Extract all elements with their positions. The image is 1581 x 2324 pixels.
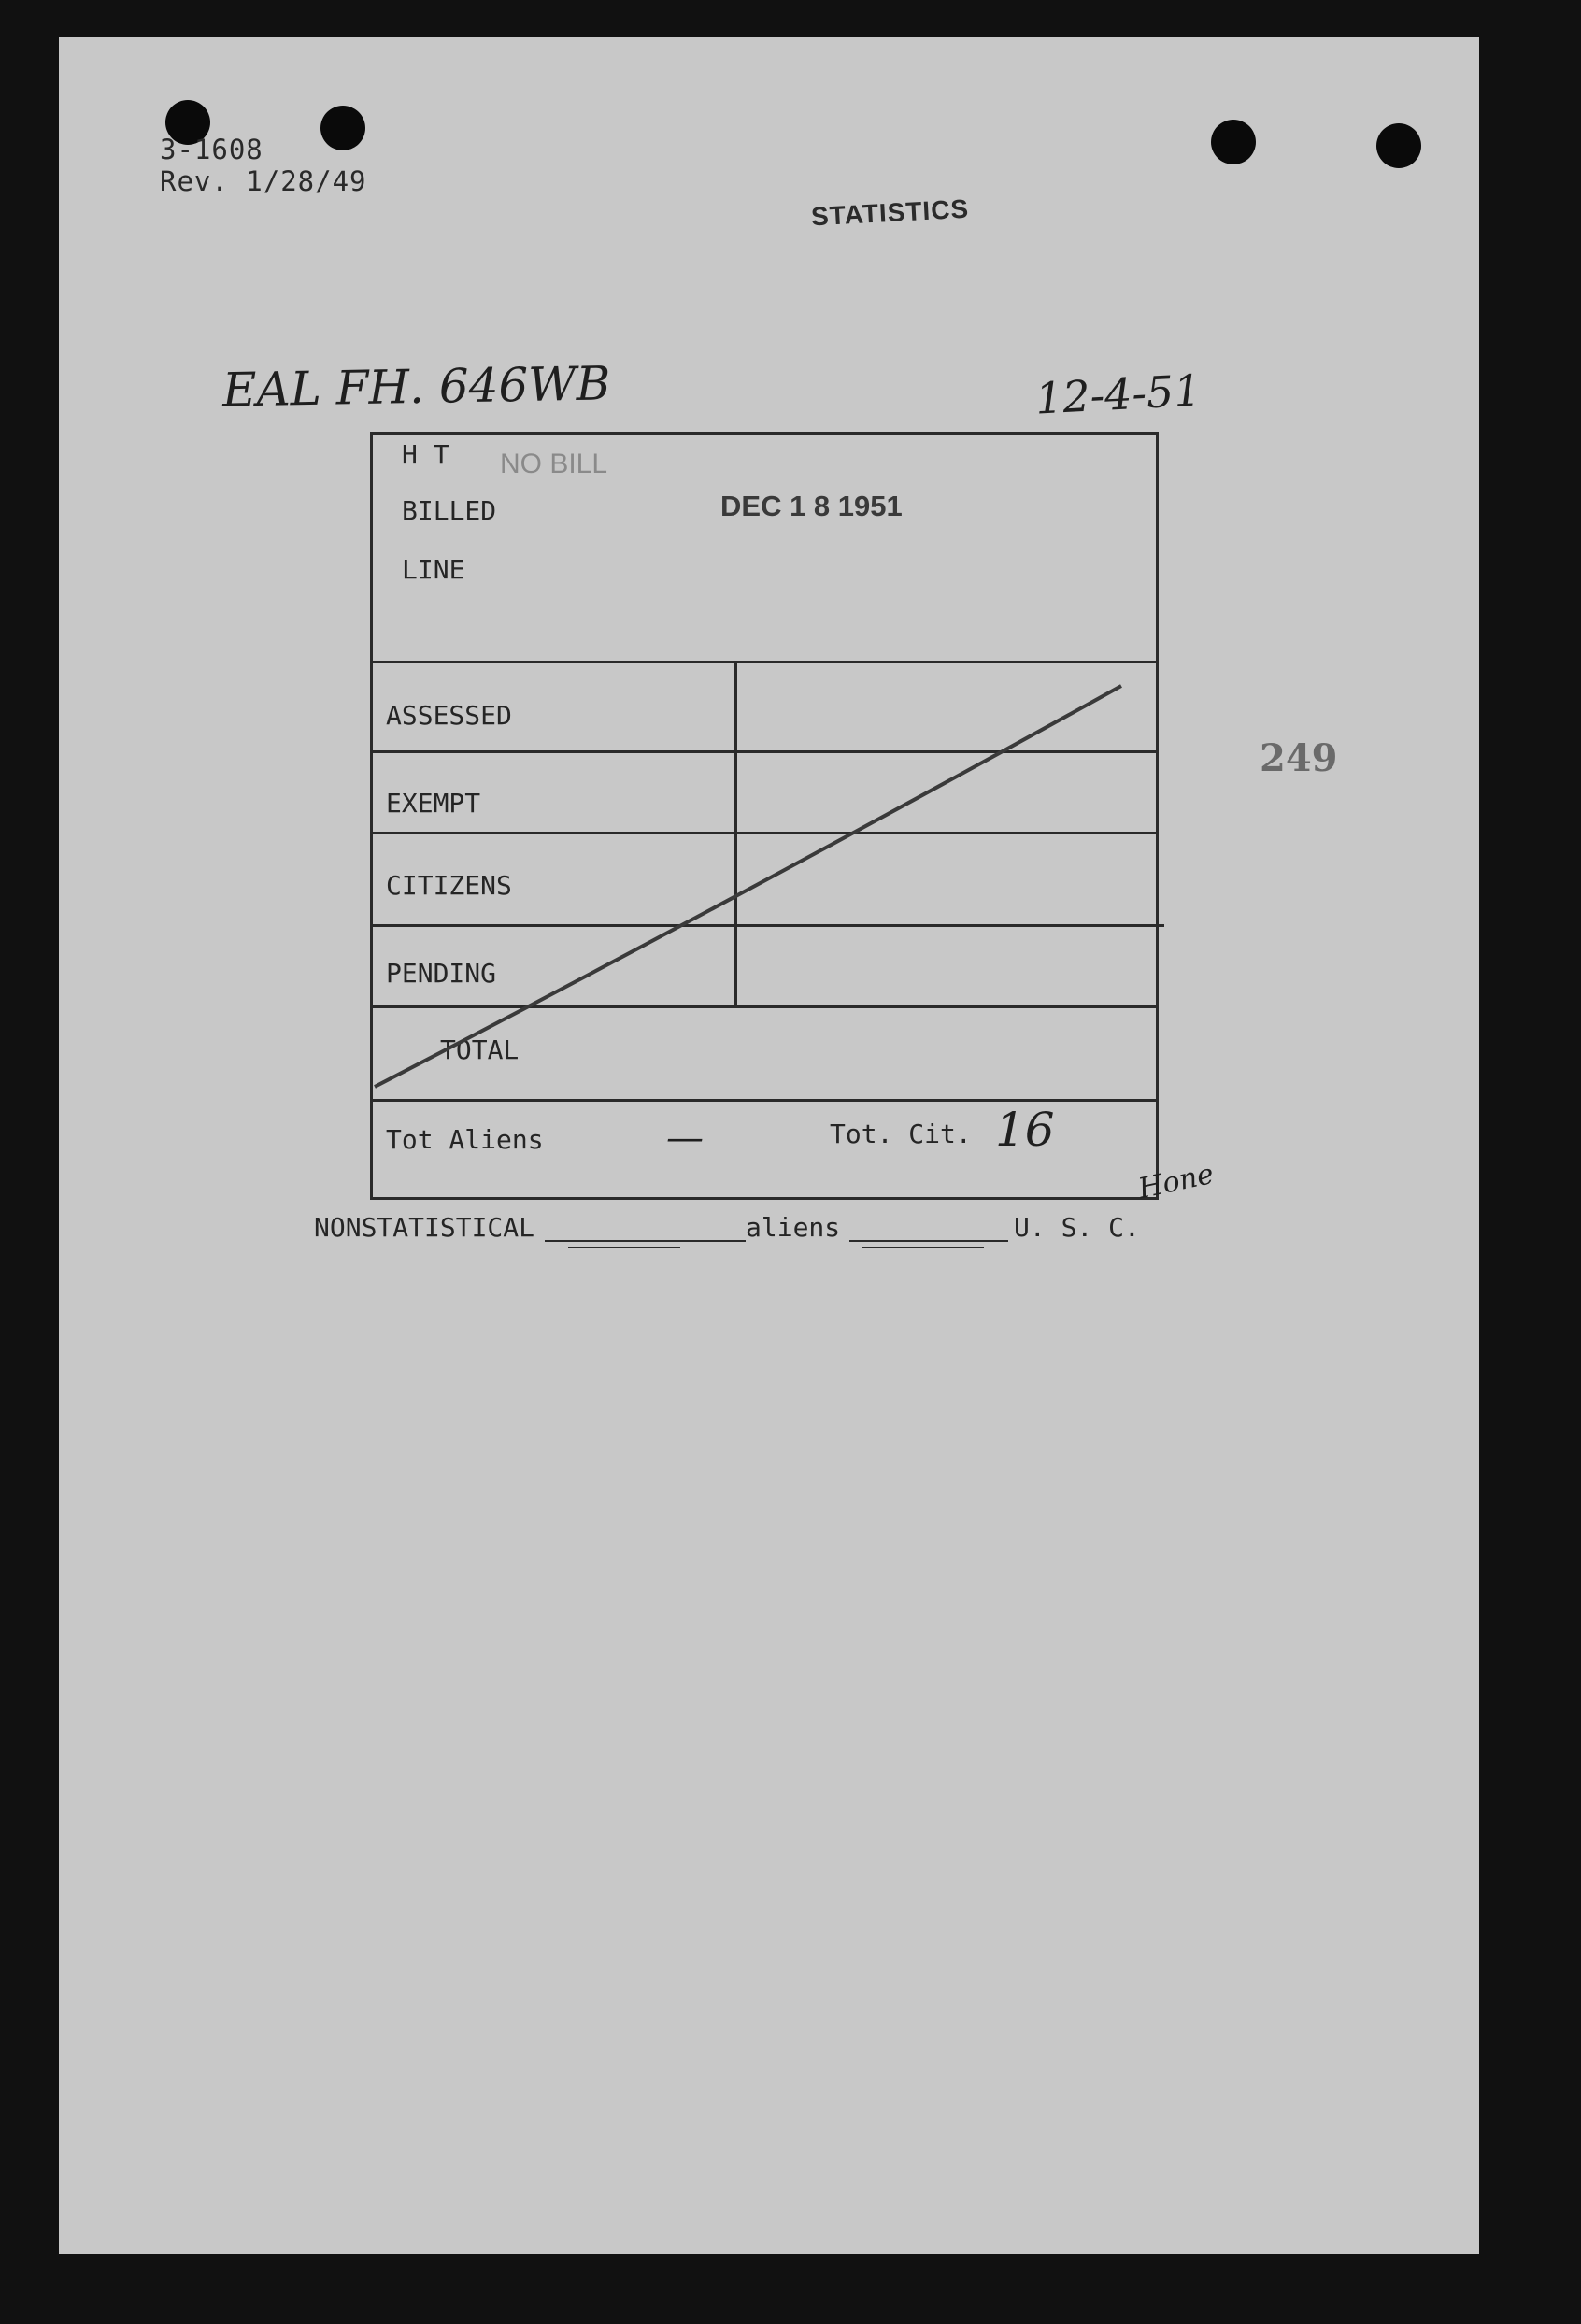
aliens-line-2 <box>862 1247 984 1248</box>
aliens-line <box>849 1240 1008 1242</box>
statistics-form <box>370 432 1159 1200</box>
handwritten-initials: Hone <box>1135 1157 1218 1206</box>
handwritten-date: 12-4-51 <box>1033 364 1203 424</box>
tot-aliens-dash: — <box>666 1117 704 1160</box>
divider-top-section <box>370 661 1159 663</box>
divider-value-column <box>734 663 737 1007</box>
divider-pending <box>370 1005 1159 1008</box>
document-page <box>59 37 1479 2254</box>
statistics-stamp: STATISTICS <box>810 193 970 232</box>
nonstatistical-line <box>545 1240 746 1242</box>
label-nonstatistical: NONSTATISTICAL <box>314 1212 535 1243</box>
tot-cit-value: 16 <box>995 1103 1055 1157</box>
label-line: LINE <box>402 554 465 585</box>
label-tot-cit: Tot. Cit. <box>830 1119 972 1149</box>
label-pending: PENDING <box>386 958 497 989</box>
label-ht: H T <box>402 439 449 470</box>
label-billed: BILLED <box>402 495 497 526</box>
label-usc: U. S. C. <box>1014 1212 1140 1243</box>
form-revision: Rev. 1/28/49 <box>160 165 367 197</box>
label-aliens: aliens <box>746 1212 841 1243</box>
form-number: 3-1608 <box>160 134 264 165</box>
divider-citizens <box>370 924 1164 927</box>
divider-exempt <box>370 832 1159 834</box>
received-date-stamp: DEC 1 8 1951 <box>720 490 903 522</box>
label-assessed: ASSESSED <box>386 700 512 731</box>
divider-assessed <box>370 750 1159 753</box>
label-total: TOTAL <box>440 1034 520 1065</box>
punch-hole-2 <box>320 106 365 150</box>
label-tot-aliens: Tot Aliens <box>386 1124 544 1155</box>
punch-hole-4 <box>1376 123 1421 168</box>
punch-hole-3 <box>1211 120 1256 164</box>
label-exempt: EXEMPT <box>386 788 481 819</box>
nonstatistical-line-2 <box>568 1247 680 1248</box>
label-citizens: CITIZENS <box>386 870 512 901</box>
divider-total <box>370 1099 1159 1102</box>
page-number-stamp: 249 <box>1260 736 1338 780</box>
handwritten-reference: EAL FH. 646WB <box>221 356 611 418</box>
no-bill-stamp: NO BILL <box>500 449 608 479</box>
